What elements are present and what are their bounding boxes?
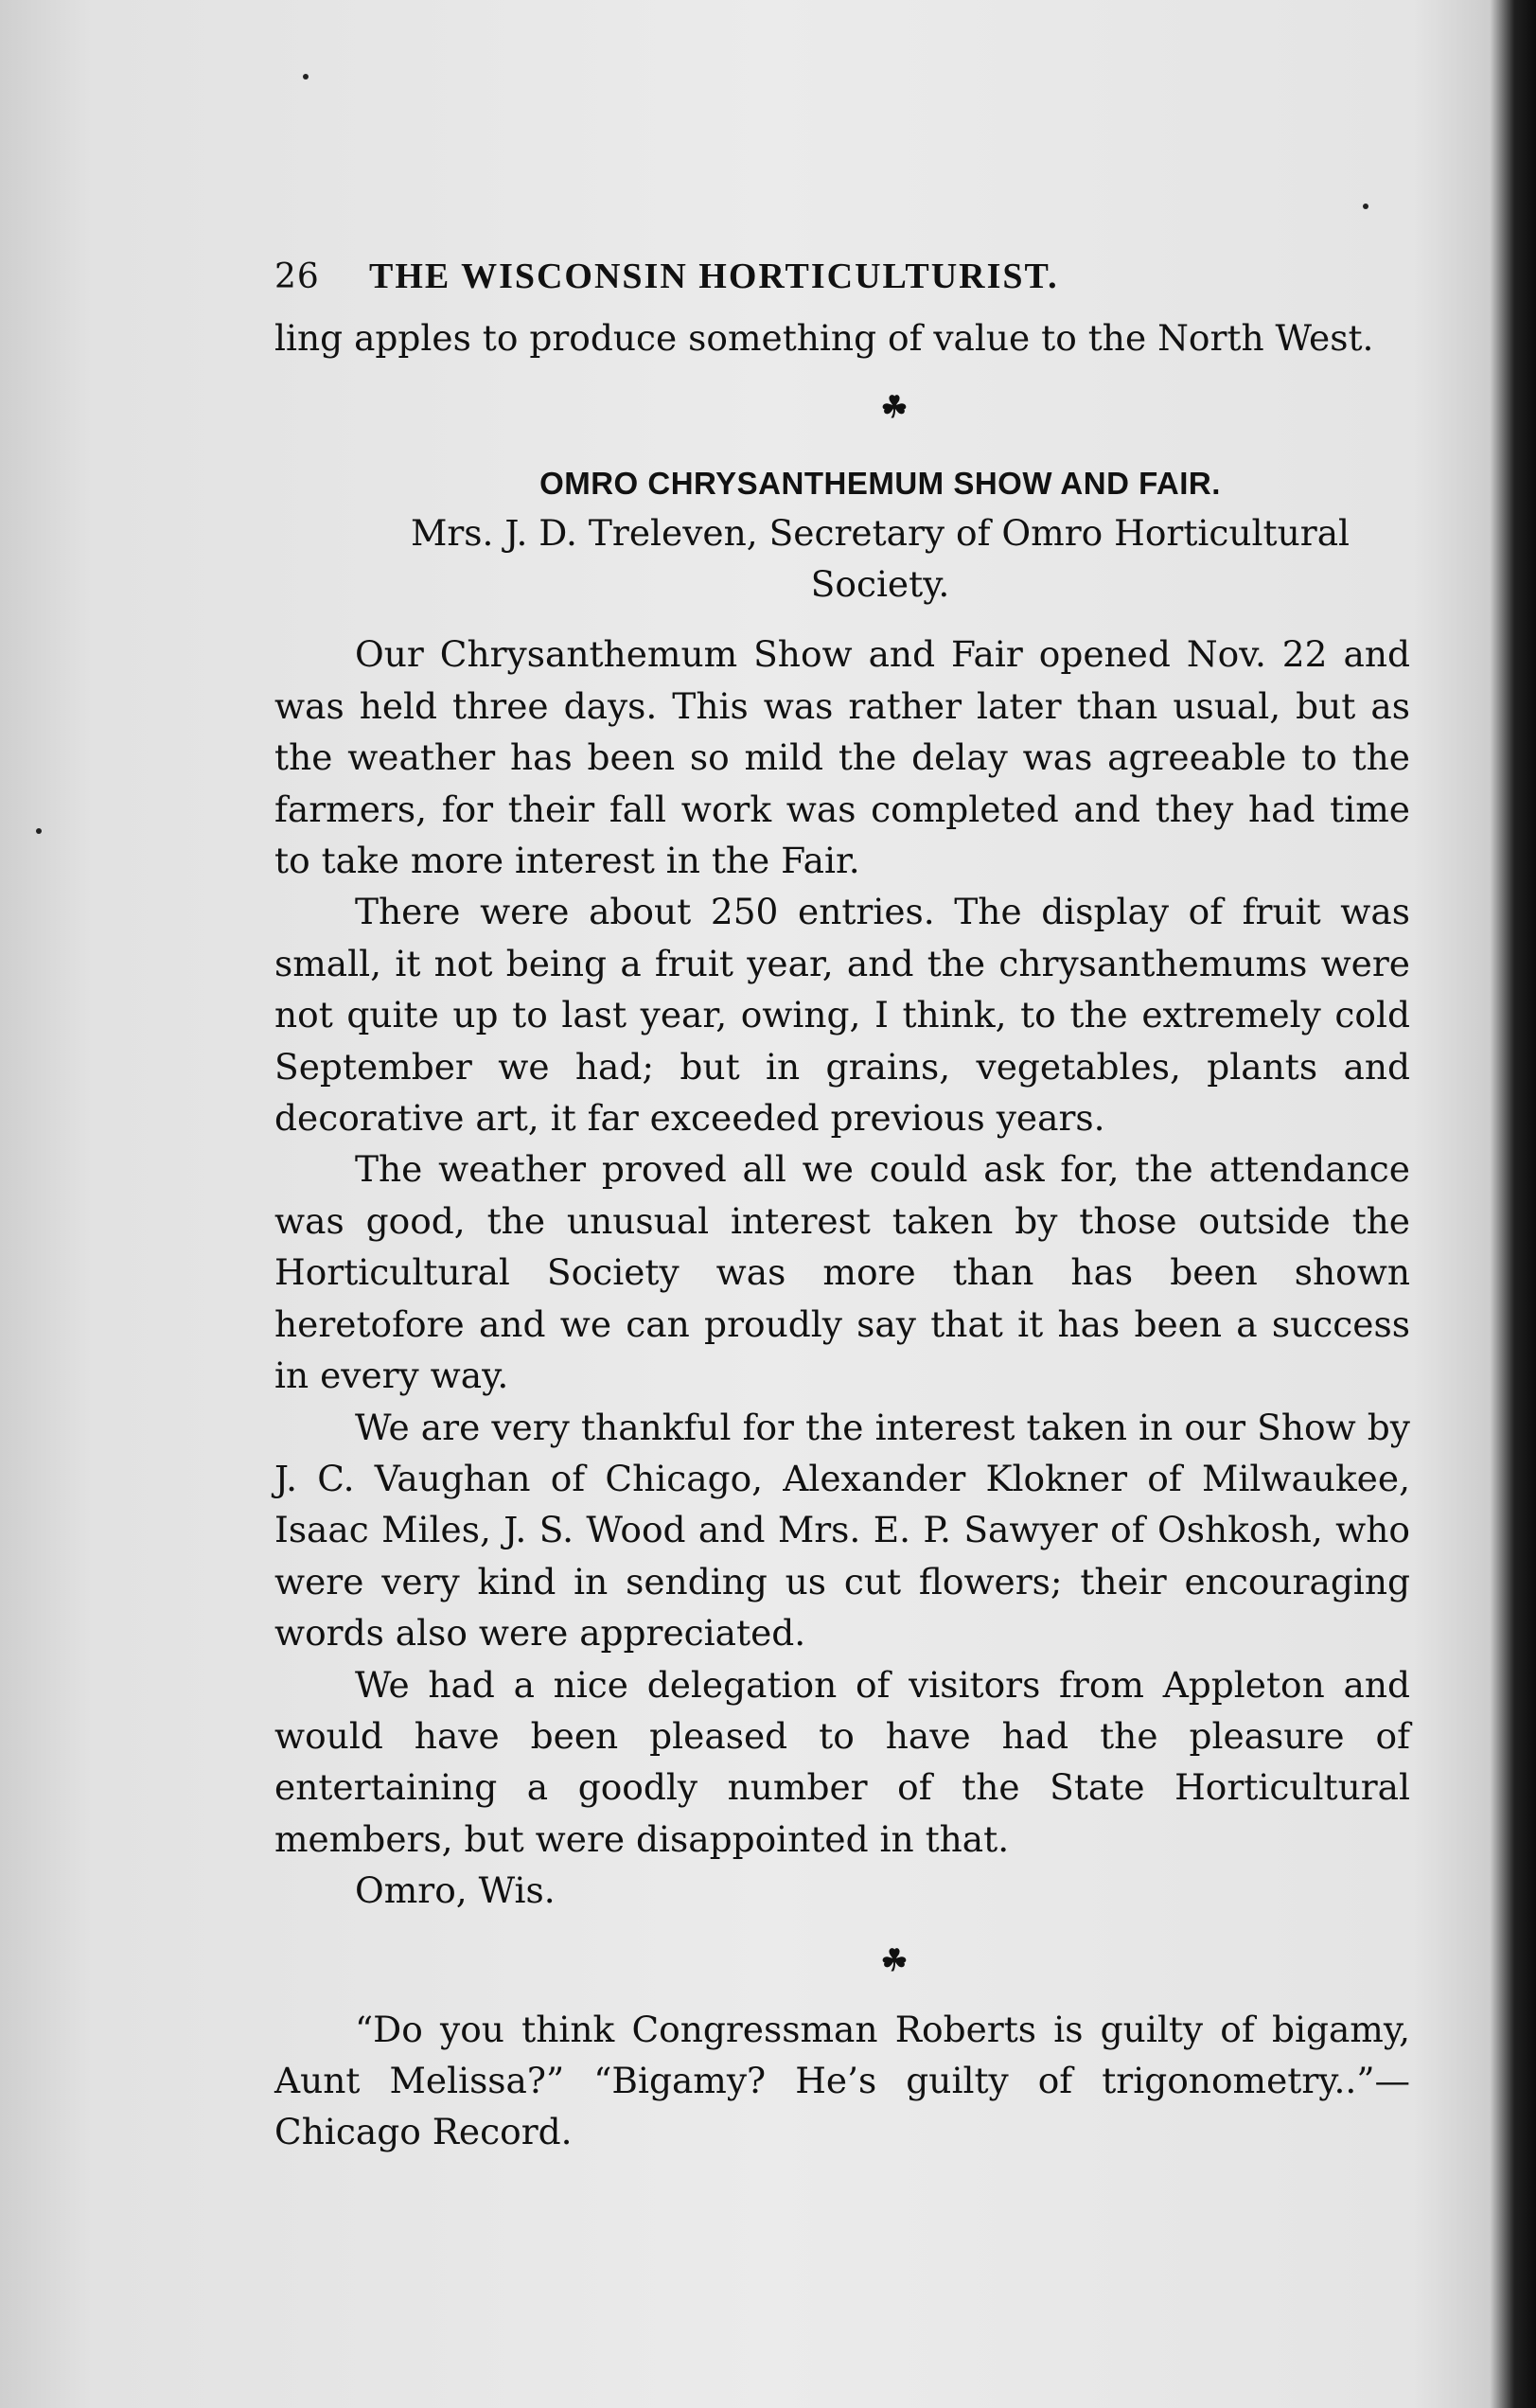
separator-ornament-icon: ☘ [880,1941,909,1978]
article-paragraph: We had a nice delegation of visitors from Appleton and would have been pleased to have had the pleasure of entertaining a goodly number of the State Horticultural members, but were disappointed in that. [274,1663,1410,1860]
article-title: OMRO CHRYSANTHEMUM SHOW AND FAIR. [539,466,1221,502]
anecdote-paragraph: “Do you think Congressman Roberts is guilty of bigamy, Aunt Melissa?” “Bigamy? He’s guilty of trigonometry..”—Chicago Record. [274,2008,1410,2153]
byline [274,507,1410,610]
byline-author: Mrs. J. D. Treleven, Secretary of Omro Horticultural [410,512,1351,555]
page-text [274,256,1410,2158]
article-paragraph: The weather proved all we could ask for, the attendance was good, the unusual interest taken by those outside the Horticultural Society was more than has been shown heretofore and we can proudly say that it has been a success in every way. [274,1148,1410,1397]
byline-society: Society. [810,563,950,606]
ink-speck [36,828,42,834]
page-number: 26 [274,257,320,296]
article-paragraph: We are very thankful for the interest taken in our Show by J. C. Vaughan of Chicago, Alexander Klokner of Milwaukee, Isaac Miles, J. S. Wood and Mrs. E. P. Sawyer of Oshkosh, who were very kind in sending us cut flowers; their encouraging words also were appreciated. [274,1406,1410,1655]
running-head [274,256,1410,312]
ink-speck [303,74,309,80]
article-paragraph: Our Chrysanthemum Show and Fair opened Nov. 22 and was held three days. This was rather later than usual, but as the weather has been so mild the delay was agreeable to the farmers, for their fall work was completed and they had time to take more interest in the Fair. [274,633,1410,882]
article-paragraph: There were about 250 entries. The display of fruit was small, it not being a fruit year, and the chrysanthemums were not quite up to last year, owing, I think, to the extremely cold September we had; but in grains, vegetables, plants and decorative art, it far exceeded previous years. [274,891,1410,1140]
ink-speck [1363,204,1368,209]
journal-title: THE WISCONSIN HORTICULTURIST. [369,257,1059,296]
separator-ornament-icon: ☘ [880,389,909,426]
article-signoff: Omro, Wis. [355,1869,556,1912]
continued-text: ling apples to produce something of value to the North West. [274,317,1374,359]
